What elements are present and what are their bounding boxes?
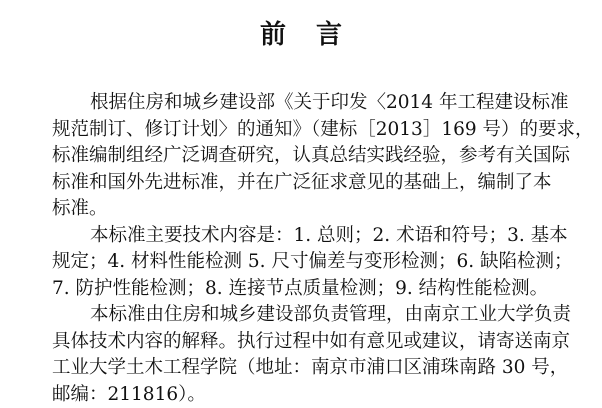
paragraph-line: 工业大学土木工程学院（地址：南京市浦口区浦珠南路 30 号， bbox=[52, 355, 552, 382]
paragraph-line: 标准和国外先进标准，并在广泛征求意见的基础上，编制了本 bbox=[52, 170, 552, 197]
paragraph-line: 规定；4. 材料性能检测 5. 尺寸偏差与变形检测；6. 缺陷检测； bbox=[52, 249, 552, 276]
paragraph-line: 本标准由住房和城乡建设部负责管理，由南京工业大学负责 bbox=[52, 302, 552, 329]
paragraph-line: 7. 防护性能检测；8. 连接节点质量检测；9. 结构性能检测。 bbox=[52, 276, 552, 303]
paragraph-line: 邮编：211816）。 bbox=[52, 382, 552, 408]
paragraph-line: 本标准主要技术内容是：1. 总则；2. 术语和符号；3. 基本 bbox=[52, 223, 552, 250]
paragraph-line: 标准编制组经广泛调查研究，认真总结实践经验，参考有关国际 bbox=[52, 143, 552, 170]
paragraph-1 bbox=[52, 90, 552, 223]
page-title: 前言 bbox=[0, 18, 602, 52]
paragraph-3 bbox=[52, 302, 552, 408]
paragraph-line: 根据住房和城乡建设部《关于印发〈2014 年工程建设标准 bbox=[52, 90, 552, 117]
paragraph-2 bbox=[52, 223, 552, 303]
paragraph-line: 具体技术内容的解释。执行过程中如有意见或建议，请寄送南京 bbox=[52, 329, 552, 356]
document-body bbox=[52, 90, 552, 408]
paragraph-line: 标准。 bbox=[52, 196, 552, 223]
paragraph-line: 规范制订、修订计划〉的通知》（建标［2013］169 号）的要求， bbox=[52, 117, 552, 144]
